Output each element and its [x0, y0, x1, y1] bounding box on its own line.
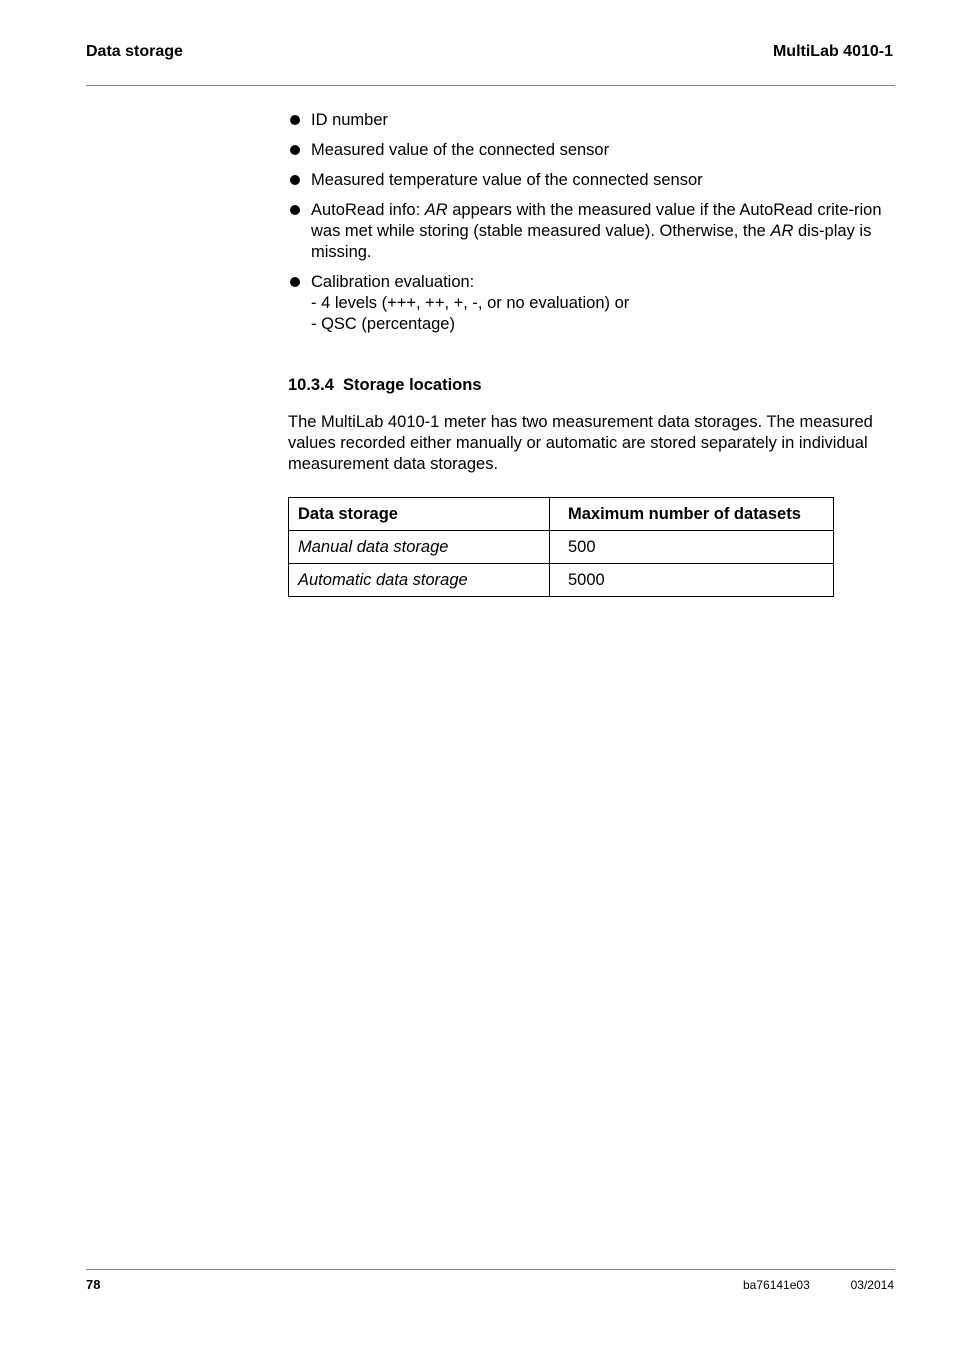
column-header: Data storage: [289, 498, 550, 531]
bullet-dot-icon: [290, 277, 300, 287]
main-content: [288, 110, 895, 597]
header-product-name: MultiLab 4010-1: [772, 43, 893, 60]
list-item-text: Measured value of the connected sensor: [311, 141, 610, 159]
list-item: [288, 170, 895, 191]
footer-divider: [86, 1269, 895, 1270]
table-cell-storage: Manual data storage: [289, 531, 550, 564]
bullet-dot-icon: [290, 205, 300, 215]
table-row: [289, 564, 834, 597]
autoread-ar-term: AR: [770, 222, 794, 240]
table-cell-storage: Automatic data storage: [289, 564, 550, 597]
bullet-dot-icon: [290, 175, 300, 185]
table-cell-max: 5000: [550, 564, 834, 597]
list-item: [288, 110, 895, 131]
list-item: [288, 200, 895, 263]
list-item-text: ID number: [311, 111, 389, 129]
document-id: ba76141e03: [743, 1278, 810, 1292]
bullet-dot-icon: [290, 115, 300, 125]
autoread-text: appears with the measured value if the AutoRead crite-rion was met while storing (stable measured value). Otherwise, the: [311, 201, 882, 240]
section-number: 10.3.4: [288, 376, 334, 394]
table-header-row: [289, 498, 834, 531]
storage-table: [288, 497, 834, 597]
calibration-option: - 4 levels (+++, ++, +, -, or no evaluation) or: [311, 294, 630, 312]
document-date: 03/2014: [850, 1278, 894, 1292]
calibration-label: Calibration evaluation:: [311, 273, 475, 291]
column-header: Maximum number of datasets: [550, 498, 834, 531]
header-divider: [86, 85, 895, 86]
autoread-text: AutoRead info:: [311, 201, 425, 219]
list-item: [288, 140, 895, 161]
section-paragraph: The MultiLab 4010-1 meter has two measurement data storages. The measured values recorded either manually or automatic are stored separately in individual measurement data storages.: [288, 413, 873, 473]
header-section-title: Data storage: [86, 43, 183, 60]
page-number: 78: [86, 1277, 101, 1292]
autoread-text: dis-play is missing.: [311, 222, 872, 261]
calibration-option: - QSC (percentage): [311, 315, 455, 333]
section-heading: [288, 375, 895, 396]
table-row: [289, 531, 834, 564]
bullet-list: [288, 110, 895, 335]
bullet-dot-icon: [290, 145, 300, 155]
list-item: [288, 272, 895, 335]
list-item-text: Measured temperature value of the connected sensor: [311, 171, 703, 189]
section-title: Storage locations: [343, 376, 482, 394]
autoread-ar-term: AR: [424, 201, 448, 219]
table-cell-max: 500: [550, 531, 834, 564]
